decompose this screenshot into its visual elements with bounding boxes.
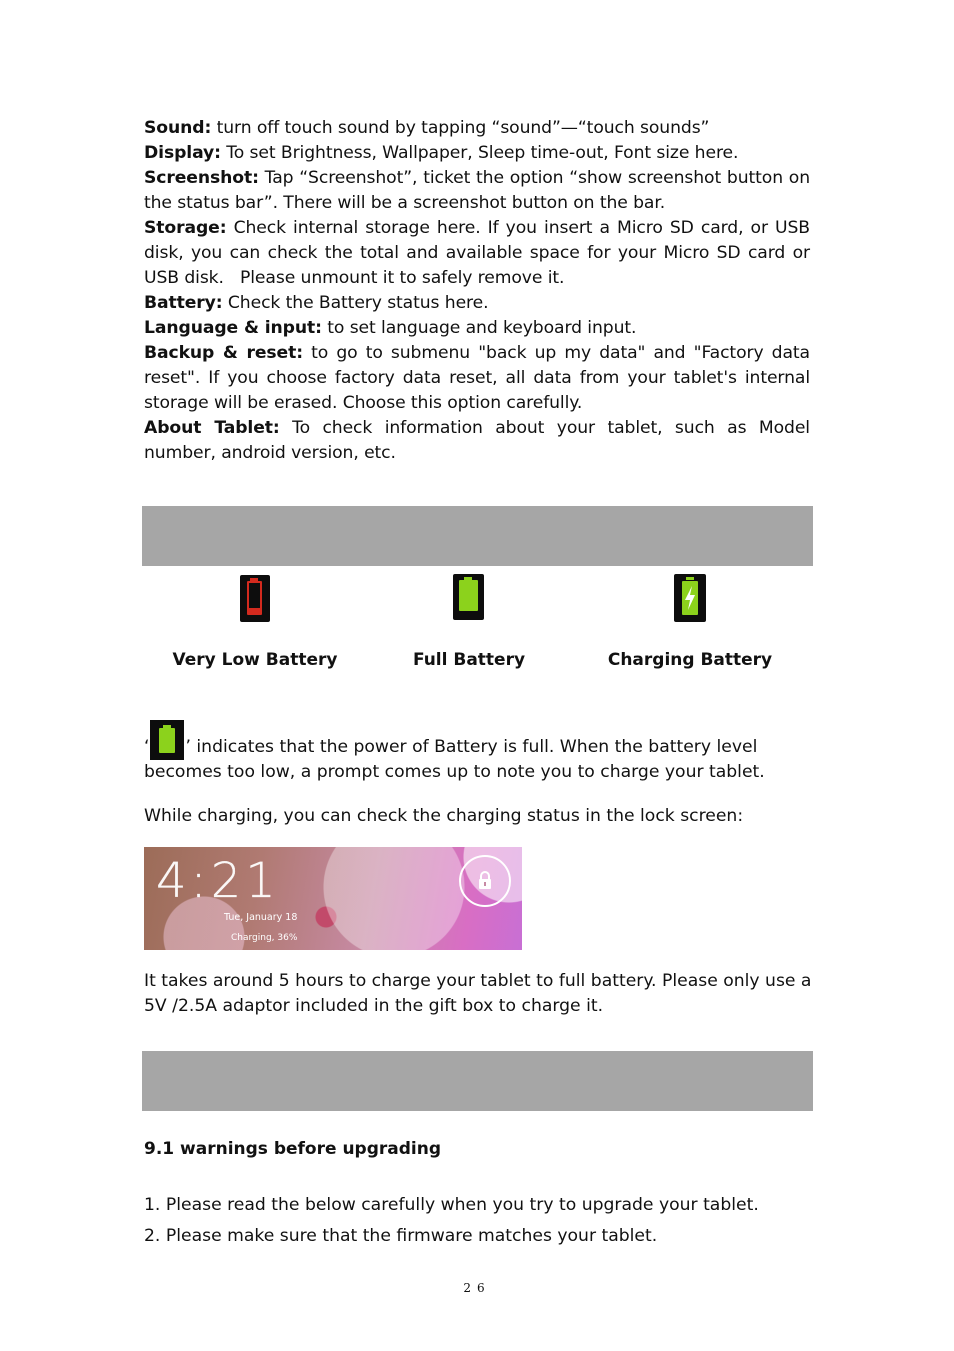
warning-item-2: 2. Please make sure that the firmware matches your tablet. bbox=[144, 1226, 658, 1246]
lightning-icon bbox=[682, 581, 698, 615]
setting-language bbox=[144, 316, 810, 341]
setting-about bbox=[144, 416, 810, 466]
open-quote: ‘ bbox=[144, 737, 150, 757]
battery-charging-icon bbox=[674, 574, 706, 622]
lock-ring bbox=[459, 855, 511, 907]
battery-label-full: Full Battery bbox=[412, 650, 526, 670]
setting-term: Sound: bbox=[144, 118, 212, 138]
battery-para-text: ’ indicates that the power of Battery is full. When the battery level becomes too low, a prompt comes up to note you to charge your tablet. bbox=[144, 737, 765, 782]
setting-backup bbox=[144, 341, 810, 416]
setting-text: To set Brightness, Wallpaper, Sleep time-out, Font size here. bbox=[220, 143, 739, 163]
section-header-band bbox=[142, 506, 813, 566]
setting-screenshot bbox=[144, 166, 810, 216]
lockscreen-date: Tue, January 18 bbox=[224, 912, 298, 923]
battery-full-inline-icon bbox=[150, 720, 184, 760]
charging-status-intro: While charging, you can check the charging status in the lock screen: bbox=[144, 806, 744, 826]
setting-text: Check internal storage here. If you insert a Micro SD card, or USB disk, you can check the total and available space for your Micro SD card or USB disk. Please unmount it to safely remove it. bbox=[144, 218, 816, 288]
warning-item-1: 1. Please read the below carefully when you try to upgrade your tablet. bbox=[144, 1195, 759, 1215]
section-header-band-2 bbox=[142, 1051, 813, 1111]
setting-sound bbox=[144, 116, 810, 141]
battery-full-icon bbox=[453, 574, 484, 620]
setting-term: Storage: bbox=[144, 218, 227, 238]
battery-full-description bbox=[144, 720, 804, 785]
setting-text: to set language and keyboard input. bbox=[321, 318, 637, 338]
lock-icon bbox=[477, 871, 493, 891]
battery-label-charging: Charging Battery bbox=[607, 650, 773, 670]
setting-battery bbox=[144, 291, 810, 316]
setting-term: Screenshot: bbox=[144, 168, 259, 188]
charge-time-note: It takes around 5 hours to charge your tablet to full battery. Please only use a 5V /2.5A adaptor included in the gift box to charge it. bbox=[144, 971, 812, 1016]
lockscreen-charging-status: Charging, 36% bbox=[231, 933, 298, 943]
setting-term: Display: bbox=[144, 143, 221, 163]
setting-display bbox=[144, 141, 810, 166]
setting-term: Language & input: bbox=[144, 318, 322, 338]
lockscreen-image bbox=[144, 847, 522, 950]
setting-term: About Tablet: bbox=[144, 418, 280, 438]
setting-storage bbox=[144, 216, 816, 291]
battery-label-low: Very Low Battery bbox=[172, 650, 338, 670]
page-number: 26 bbox=[463, 1281, 491, 1295]
setting-text: to go to submenu "back up my data" and "Factory data reset". If you choose factory data reset, all data from your tablet's internal storage will be erased. Choose this option carefully. bbox=[144, 343, 810, 413]
setting-text: turn off touch sound by tapping “sound”—“touch sounds” bbox=[211, 118, 710, 138]
setting-term: Battery: bbox=[144, 293, 223, 313]
section-heading: 9.1 warnings before upgrading bbox=[144, 1139, 442, 1159]
setting-text: To check information about your tablet, such as Model number, android version, etc. bbox=[144, 418, 810, 463]
lockscreen-time: 4:21 bbox=[156, 853, 280, 909]
setting-term: Backup & reset: bbox=[144, 343, 303, 363]
settings-descriptions bbox=[144, 116, 816, 466]
setting-text: Tap “Screenshot”, ticket the option “show screenshot button on the status bar”. There will be a screenshot button on the bar. bbox=[144, 168, 810, 213]
battery-low-icon bbox=[240, 575, 270, 622]
setting-text: Check the Battery status here. bbox=[222, 293, 489, 313]
